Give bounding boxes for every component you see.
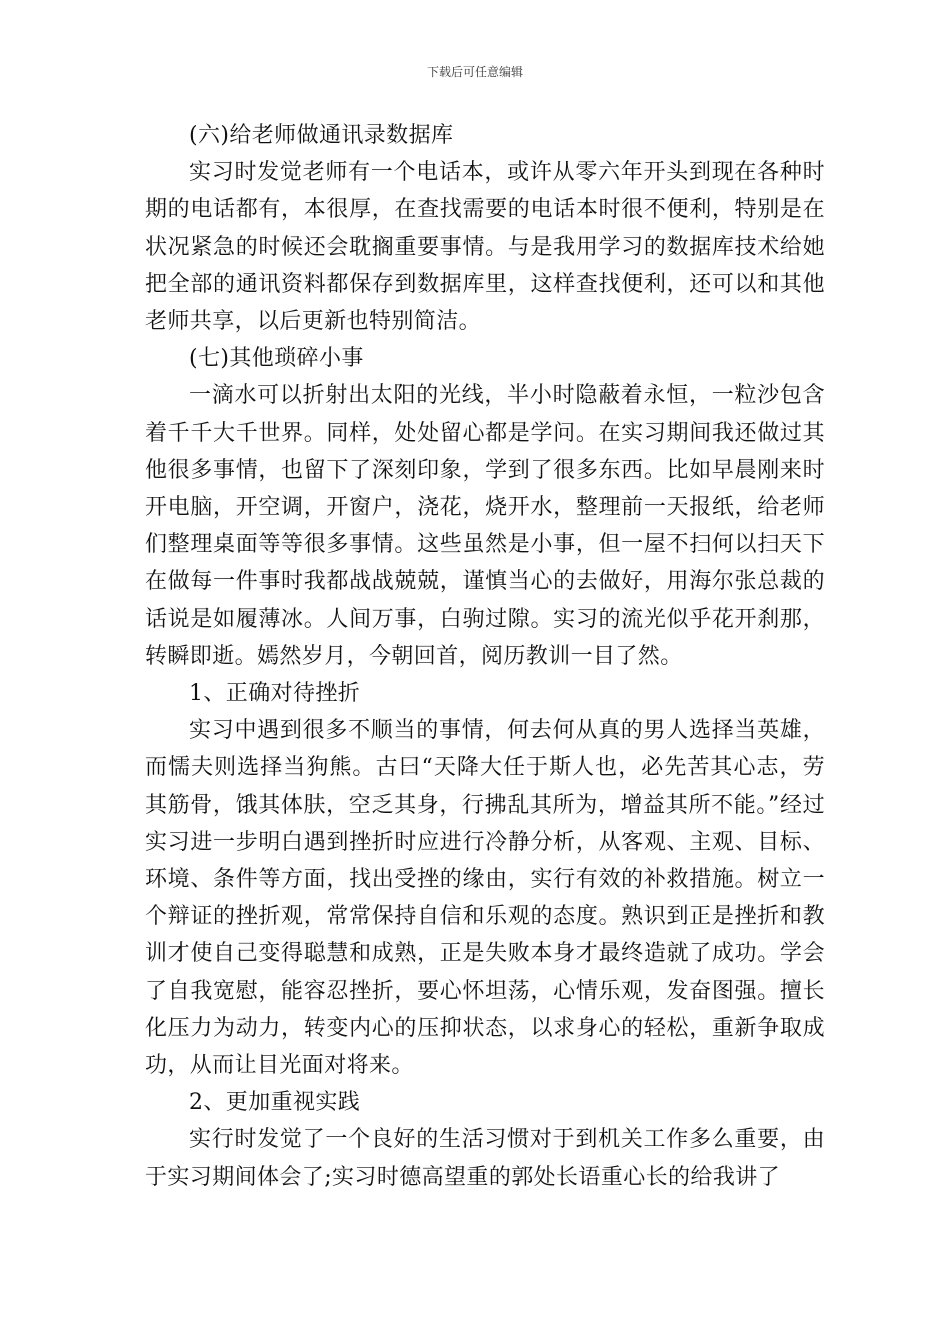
point-paragraph-1: 实习中遇到很多不顺当的事情，何去何从真的男人选择当英雄，而懦夫则选择当狗熊。古曰“天降大任于斯人也，必先苦其心志，劳其筋骨，饿其体肤，空乏其身，行拂乱其所为，增益其所不能。”经过实习进一步明白遇到挫折时应进行冷静分析，从客观、主观、目标、环境、条件等方面，找出受挫的缘由，实行有效的补救措施。树立一个辩证的挫折观，常常保持自信和乐观的态度。熟识到正是挫折和教训才使自己变得聪慧和成熟，正是失败本身才最终造就了成功。学会了自我宽慰，能容忍挫折，要心怀坦荡，心情乐观，发奋图强。擅长化压力为动力，转变内心的压抑状态，以求身心的轻松，重新争取成功，从而让目光面对将来。 (145, 718, 825, 1079)
section-heading-6: (六)给老师做通讯录数据库 (189, 123, 454, 148)
point-heading-2: 2、更加重视实践 (189, 1090, 361, 1116)
page-header: 下载后可任意编辑 (426, 65, 523, 79)
point-heading-1: 1、正确对待挫折 (189, 681, 361, 707)
section-paragraph-6: 实习时发觉老师有一个电话本，或许从零六年开头到现在各种时期的电话都有，本很厚，在查找需要的电话本时很不便利，特别是在状况紧急的时候还会耽搁重要事情。与是我用学习的数据库技术给她把全部的通讯资料都保存到数据库里，这样查找便利，还可以和其他老师共享，以后更新也特别简洁。 (145, 160, 825, 335)
section-paragraph-7: 一滴水可以折射出太阳的光线，半小时隐蔽着永恒，一粒沙包含着千千大千世界。同样，处处留心都是学问。在实习期间我还做过其他很多事情，也留下了深刻印象，学到了很多东西。比如早晨刚来时开电脑，开空调，开窗户，浇花，烧开水，整理前一天报纸，给老师们整理桌面等等很多事情。这些虽然是小事，但一屋不扫何以扫天下在做每一件事时我都战战兢兢，谨慎当心的去做好，用海尔张总裁的话说是如履薄冰。人间万事，白驹过隙。实习的流光似乎花开刹那，转瞬即逝。嫣然岁月，今朝回首，阅历教训一目了然。 (145, 383, 825, 669)
point-paragraph-2: 实行时发觉了一个良好的生活习惯对于到机关工作多么重要，由于实习期间体会了;实习时德高望重的郭处长语重心长的给我讲了 (145, 1127, 825, 1190)
section-heading-7: (七)其他琐碎小事 (189, 346, 364, 372)
document-body (145, 117, 825, 1196)
